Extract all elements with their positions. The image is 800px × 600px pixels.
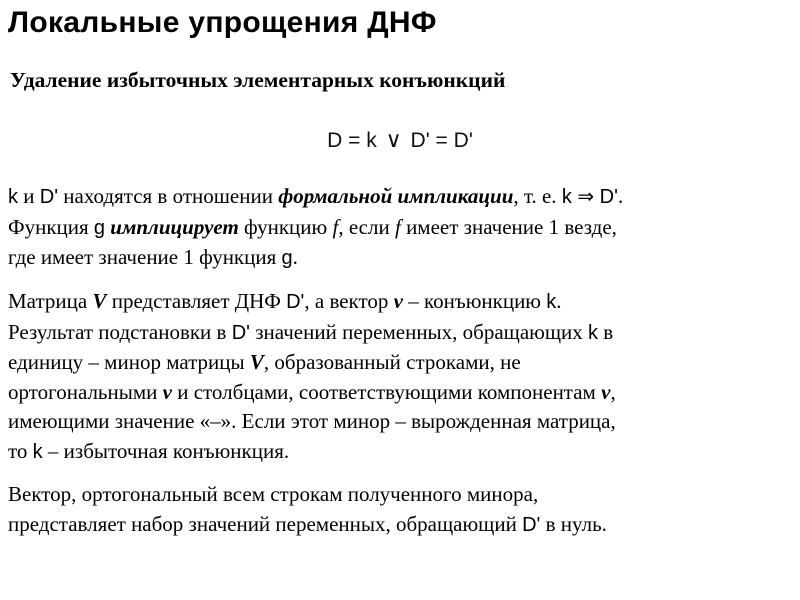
text-line <box>10 510 790 541</box>
text-span: находятся в отношении <box>58 184 279 208</box>
text-line <box>10 287 790 318</box>
math-var: g <box>93 216 106 239</box>
text-span: ортогональными <box>8 379 163 404</box>
math-var: k <box>32 440 43 463</box>
text-span: Результат подстановки в <box>8 319 232 344</box>
text-span: , если <box>338 214 395 239</box>
text-span: представляет ДНФ <box>106 289 287 313</box>
text-line <box>10 378 790 408</box>
math-var: V <box>249 350 264 374</box>
text-span: , а вектор <box>304 289 394 313</box>
disjunction-symbol: ∨ <box>385 127 402 152</box>
math-var: k <box>546 291 557 313</box>
text-span: Вектор, ортогональный всем строкам полученного минора, <box>8 482 539 506</box>
math-var: D' <box>231 321 250 344</box>
section-heading: Удаление избыточных элементарных конъюнкций <box>10 68 506 92</box>
text-span: . <box>556 289 562 313</box>
text-line <box>10 480 790 510</box>
text-span: Функция <box>8 214 94 239</box>
text-line <box>10 437 790 468</box>
text-span: . <box>617 184 624 208</box>
text-span: в <box>598 319 614 344</box>
text-span: представляет набор значений переменных, обращающий <box>8 511 523 536</box>
math-expression: k ⇒ D' <box>561 186 618 208</box>
text-span: , образованный строками, не <box>263 350 521 374</box>
text-span: в нуль. <box>540 511 607 536</box>
text-span: и столбцами, соответствующими компонентам <box>171 379 602 404</box>
text-line <box>10 243 790 274</box>
paragraph-matrix <box>10 287 790 467</box>
text-span: то <box>8 438 33 463</box>
text-span: функцию <box>238 214 333 239</box>
text-span: значений переменных, обращающих <box>249 319 589 344</box>
formula-rhs: D' = D' <box>410 129 473 152</box>
math-var: f <box>332 214 339 239</box>
formula-lhs: D = k <box>327 129 377 152</box>
text-line <box>10 213 790 244</box>
text-span: единицу – минор матрицы <box>8 350 250 374</box>
math-var: k <box>588 321 599 344</box>
math-var: k <box>8 186 18 208</box>
paragraph-vector <box>10 480 790 540</box>
math-var: v <box>393 289 403 313</box>
math-var: f <box>394 214 401 239</box>
text-span: , т. е. <box>513 184 562 208</box>
text-span: где имеет значение 1 функция <box>8 245 282 269</box>
text-span: имеющими значение «–». Если этот минор – вырожденная матрица, <box>8 409 616 433</box>
text-line <box>10 348 790 378</box>
math-var: g <box>281 247 293 269</box>
text-span: и <box>18 184 40 208</box>
text-span: . <box>292 245 298 269</box>
math-var: v <box>601 379 611 404</box>
math-var: D' <box>286 291 305 313</box>
text-span: – конъюнкцию <box>402 289 547 313</box>
math-var: D' <box>522 513 541 536</box>
text-span: Матрица <box>8 289 93 313</box>
text-span: – избыточная конъюнкция. <box>42 438 290 463</box>
page-title: Локальные упрощения ДНФ <box>8 6 437 39</box>
term-emphasis: формальной импликации <box>278 184 514 208</box>
text-span: имеет значение 1 везде, <box>400 214 617 239</box>
text-line <box>10 182 790 213</box>
math-var: V <box>92 289 107 313</box>
math-var: v <box>162 379 172 404</box>
text-line <box>10 407 790 437</box>
term-emphasis: имплицирует <box>105 214 239 239</box>
paragraph-implication <box>10 182 790 274</box>
text-line <box>10 318 790 349</box>
math-var: D' <box>39 186 59 208</box>
text-span: , <box>610 379 616 404</box>
formula <box>0 127 800 153</box>
